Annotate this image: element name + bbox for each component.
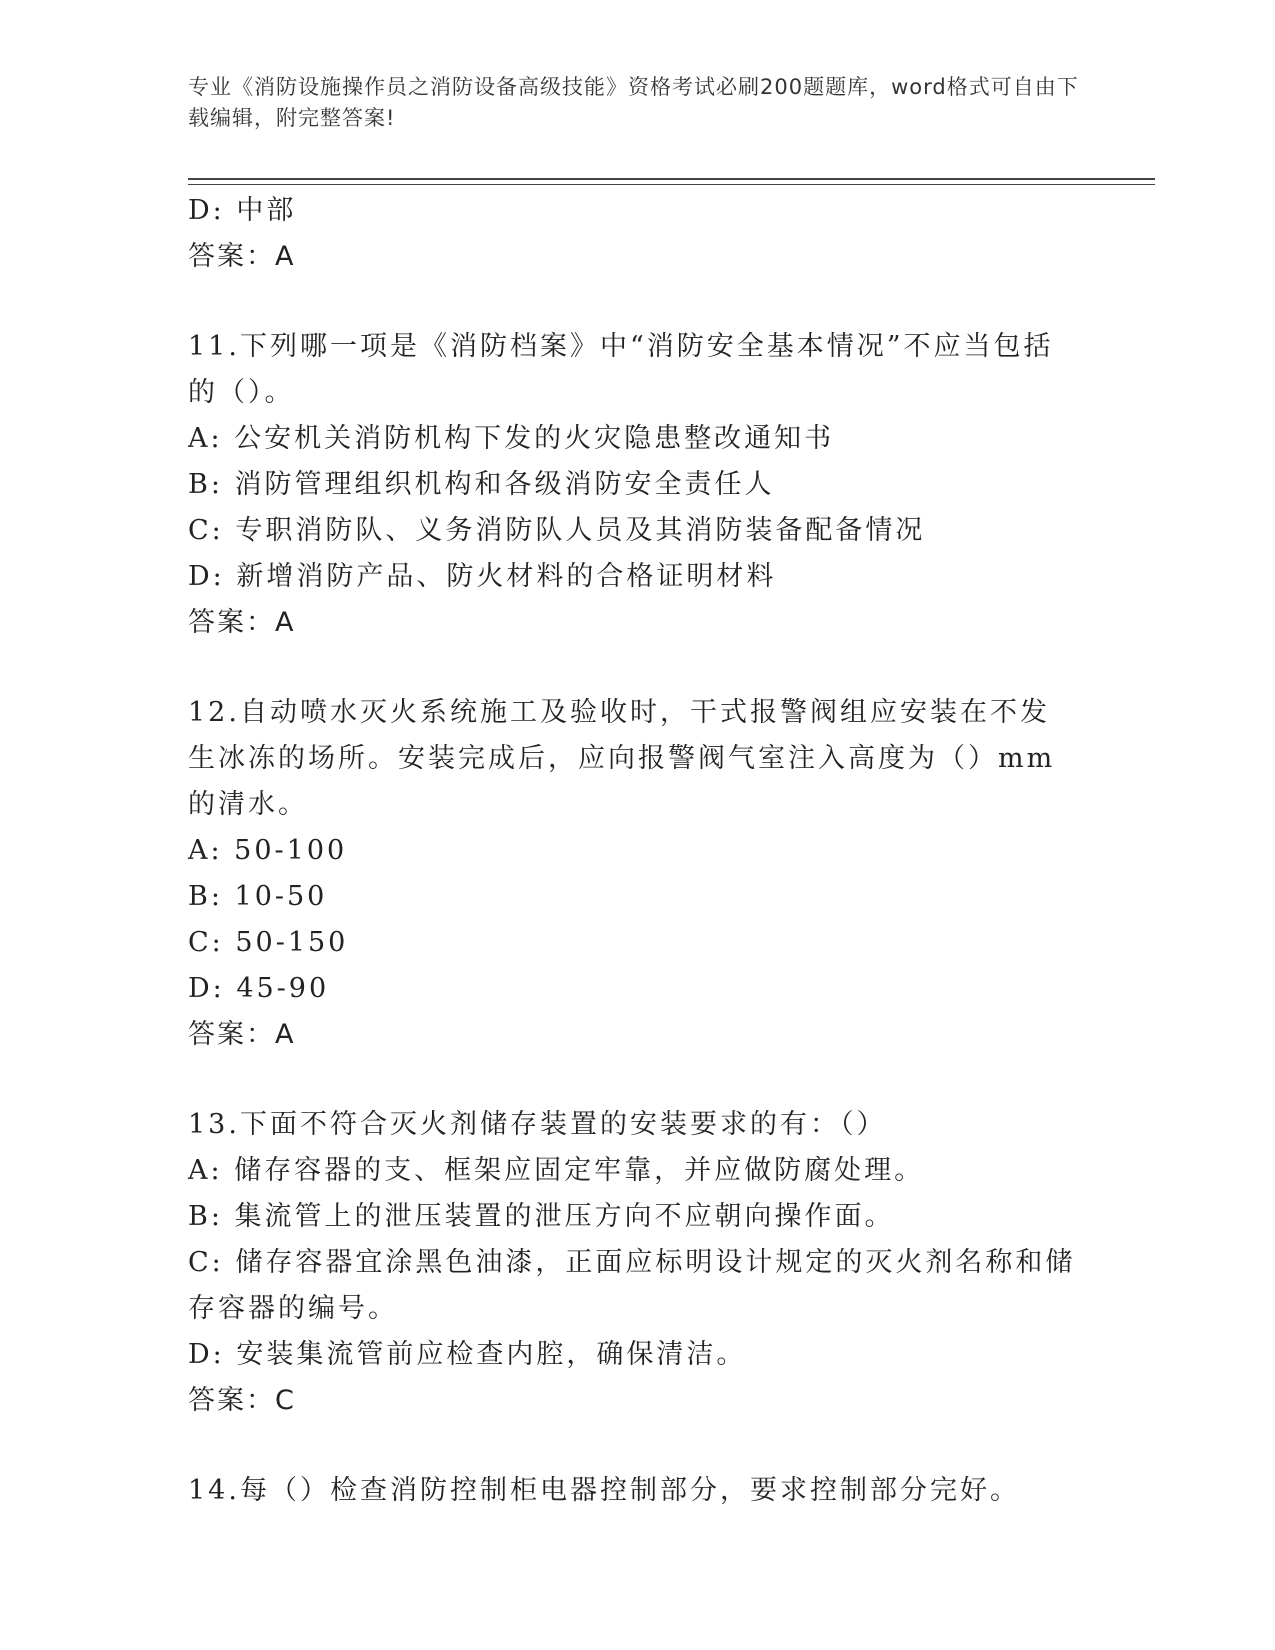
question-11 bbox=[188, 324, 1078, 646]
option-c: C: 50-150 bbox=[188, 927, 349, 958]
question-stem: 12.自动喷水灭火系统施工及验收时，干式报警阀组应安装在不发生冰冻的场所。安装完成后，应向报警阀气室注入高度为（）mm的清水。 bbox=[188, 697, 1056, 820]
page-header: 专业《消防设施操作员之消防设备高级技能》资格考试必刷200题题库，word格式可自由下载编辑，附完整答案! bbox=[188, 75, 1079, 130]
question-14 bbox=[188, 1468, 1078, 1514]
option-b: B: 10-50 bbox=[188, 881, 328, 912]
option-b: B: 集流管上的泄压装置的泄压方向不应朝向操作面。 bbox=[188, 1201, 895, 1232]
answer: 答案：A bbox=[188, 1019, 296, 1050]
option-b: B: 消防管理组织机构和各级消防安全责任人 bbox=[188, 469, 775, 500]
header-rule-thick bbox=[188, 178, 1155, 180]
question-12 bbox=[188, 690, 1078, 1058]
question-stem: 13.下面不符合灭火剂储存装置的安装要求的有：（） bbox=[188, 1109, 887, 1140]
question-stem: 11.下列哪一项是《消防档案》中“消防安全基本情况”不应当包括的（）。 bbox=[188, 331, 1054, 408]
option-c: C: 储存容器宜涂黑色油漆，正面应标明设计规定的灭火剂名称和储存容器的编号。 bbox=[188, 1247, 1076, 1324]
option-d: D: 45-90 bbox=[188, 973, 330, 1004]
header-rule-thin bbox=[188, 184, 1155, 185]
option-d: D: 安装集流管前应检查内腔，确保清洁。 bbox=[188, 1339, 747, 1370]
option-a: A: 50-100 bbox=[188, 835, 348, 866]
question-13 bbox=[188, 1102, 1078, 1424]
question-list bbox=[188, 188, 1078, 1514]
option-c: C: 专职消防队、义务消防队人员及其消防装备配备情况 bbox=[188, 515, 926, 546]
option-a: A: 储存容器的支、框架应固定牢靠，并应做防腐处理。 bbox=[188, 1155, 925, 1186]
question-stem: 14.每（）检查消防控制柜电器控制部分，要求控制部分完好。 bbox=[188, 1475, 1020, 1506]
option-d: D: 新增消防产品、防火材料的合格证明材料 bbox=[188, 561, 777, 592]
answer: 答案：C bbox=[188, 1385, 296, 1416]
option-a: A: 公安机关消防机构下发的火灾隐患整改通知书 bbox=[188, 423, 835, 454]
answer: 答案：A bbox=[188, 607, 296, 638]
answer-continued: 答案：A bbox=[188, 241, 296, 272]
option-d-continued: D: 中部 bbox=[188, 195, 297, 226]
